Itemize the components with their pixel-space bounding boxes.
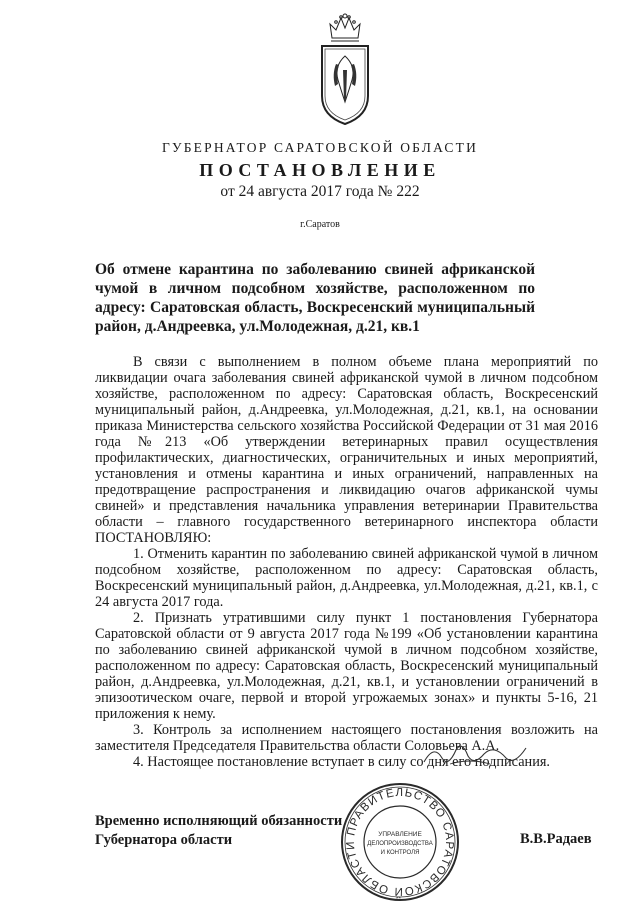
document-body [95, 354, 598, 770]
handwritten-signature [420, 736, 530, 772]
signatory-position-line-1: Временно исполняющий обязанности [95, 813, 343, 829]
document-title: Об отмене карантина по заболеванию свиней африканской чумой в личном подсобном хозяйстве, расположенном по адресу: Саратовская область, Воскресенский муниципальный район, д.Андреевка, ул.Молодежная, д.21, кв.1 [95, 261, 535, 335]
stamp-ring-text: ПРАВИТЕЛЬСТВО САРАТОВСКОЙ ОБЛАСТИ [344, 786, 456, 898]
document-type: ПОСТАНОВЛЕНИЕ [199, 160, 441, 180]
document-city: г.Саратов [300, 219, 340, 230]
signatory-position-line-2: Губернатора области [95, 832, 233, 848]
body-item-4: 4. Настоящее постановление вступает в силу со дня его подписания. [133, 754, 550, 770]
official-stamp [338, 780, 462, 904]
issuing-authority: ГУБЕРНАТОР САРАТОВСКОЙ ОБЛАСТИ [161, 140, 479, 155]
signatory-position [95, 812, 342, 850]
signatory-name: В.В.Радаев [520, 831, 592, 847]
body-item-3: 3. Контроль за исполнением настоящего постановления возложить на заместителя Председателя Правительства области Соловьева А.А. [95, 722, 598, 754]
body-item-1: 1. Отменить карантин по заболеванию свиней африканской чумой в личном подсобном хозяйстве, расположенном по адресу: Саратовская область, Воскресенский муниципальный район, д.Андреевка, ул.Молодежная, д.21, кв.1, с 24 августа 2017 года. [95, 546, 598, 610]
stamp-center-line-1: УПРАВЛЕНИЕ [378, 831, 422, 838]
stamp-center-line-3: И КОНТРОЛЯ [380, 850, 420, 856]
stamp-center-line-2: ДЕЛОПРОИЗВОДСТВА [367, 841, 433, 847]
body-preamble: В связи с выполнением в полном объеме плана мероприятий по ликвидации очага заболевания свиней африканской чумой в личном подсобном хозяйстве, расположенном по адресу: Саратовская область, Воскресенский муниципальный район, д.Андреевка, ул.Молодежная, д.21, кв.1, на основании приказа Министерства сельского хозяйства Российской Федерации от 31 мая 2016 года №213 «Об утверждении ветеринарных правил осуществления профилактических, диагностических, ограничительных и иных мероприятий, установления и отмены карантина и иных ограничений, направленных на предотвращение распространения и ликвидацию очагов африканской чумы свиней» и представления начальника управления ветеринарии Правительства области – главного государственного ветеринарного инспектора области ПОСТАНОВЛЯЮ: [95, 354, 598, 546]
body-item-2: 2. Признать утратившими силу пункт 1 постановления Губернатора Саратовской области от 9 августа 2017 года №199 «Об установлении карантина по заболеванию свиней африканской чумой в личном подсобном хозяйстве, расположенном по адресу: Саратовская область, Воскресенский муниципальный район, д.Андреевка, ул.Молодежная, д.21, кв.1, и установлении ограничений в эпизоотическом очаге, первой и второй угрожаемых зонах» и пункты 5-16, 21 приложения к нему. [95, 610, 598, 722]
document-date-number: от 24 августа 2017 года № 222 [220, 183, 420, 200]
coat-of-arms-emblem [314, 8, 376, 128]
